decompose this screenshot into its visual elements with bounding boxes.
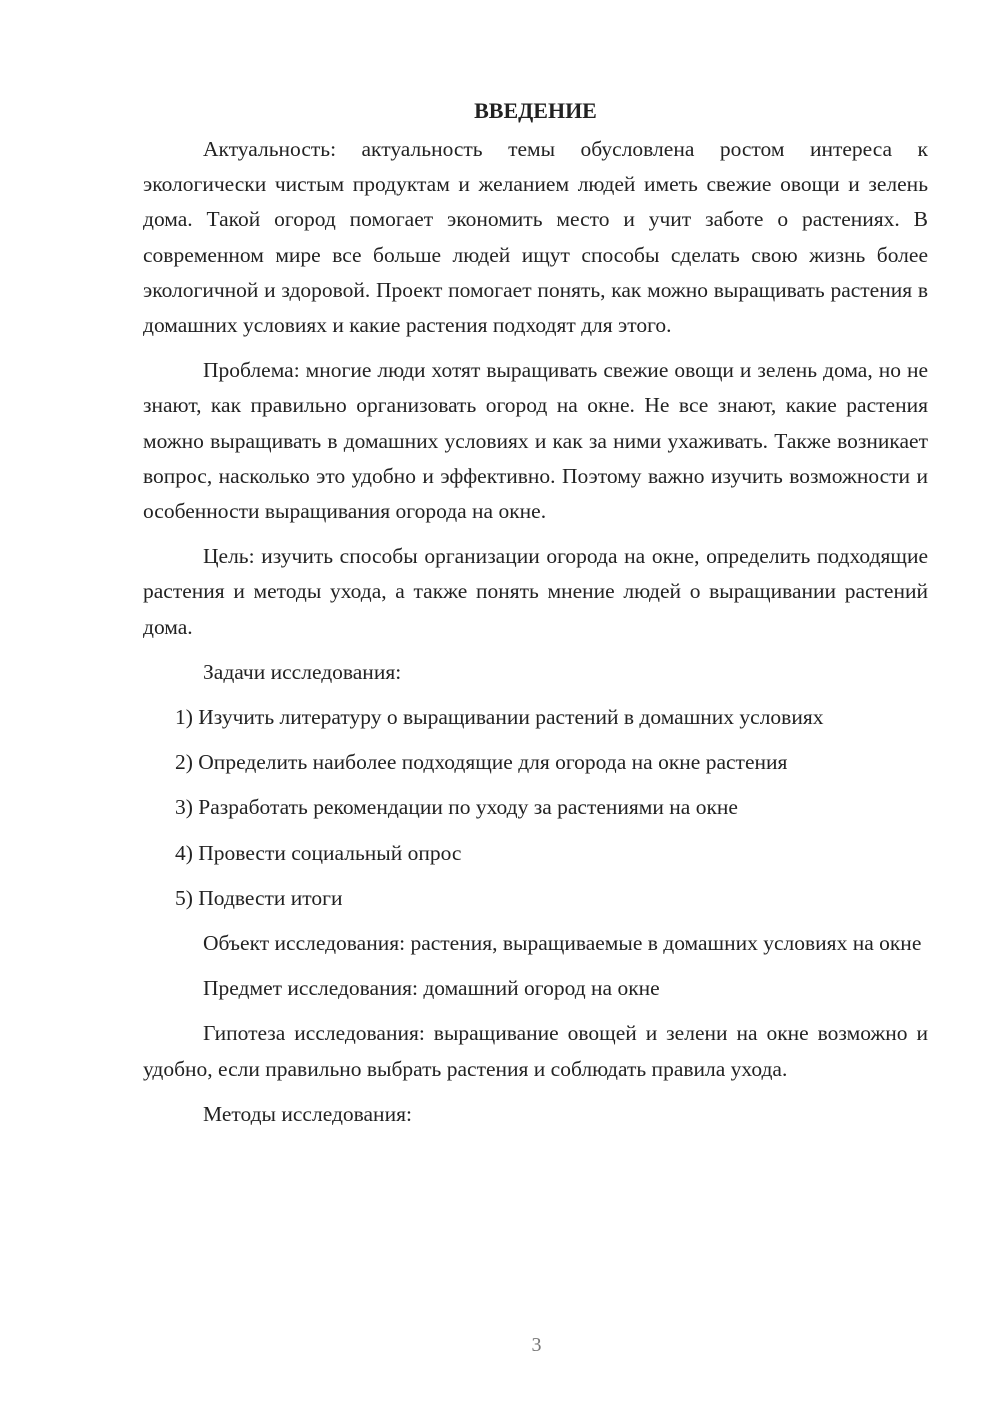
list-item: 5) Подвести итоги [175, 885, 343, 910]
list-item: 2) Определить наиболее подходящие для огорода на окне растения [175, 750, 788, 775]
methods-title: Методы исследования: [203, 1101, 412, 1126]
goal-paragraph: Цель: изучить способы организации огорода на окне, определить подходящие растения и методы ухода, а также понять мнение людей о выращивании растений дома. [143, 544, 928, 639]
relevance-paragraph: Актуальность: актуальность темы обусловлена ростом интереса к экологически чистым продуктам и желанием людей иметь свежие овощи и зелень дома. Такой огород помогает экономить место и учит заботе о растениях. В современном мире все больше людей ищут способы сделать свою жизнь более экологичной и здоровой. Проект помогает понять, как можно выращивать растения в домашних условиях и какие растения подходят для этого. [143, 137, 928, 338]
page-content [143, 93, 928, 1142]
tasks-title: Задачи исследования: [203, 659, 402, 684]
section-heading: ВВЕДЕНИЕ [474, 98, 597, 123]
page-number: 3 [531, 1334, 542, 1356]
list-item: 3) Разработать рекомендации по уходу за растениями на окне [175, 795, 738, 820]
list-item: 4) Провести социальный опрос [175, 840, 462, 865]
list-item: 1) Изучить литературу о выращивании растений в домашних условиях [175, 705, 824, 730]
problem-paragraph: Проблема: многие люди хотят выращивать свежие овощи и зелень дома, но не знают, как правильно организовать огород на окне. Не все знают, какие растения можно выращивать в домашних условиях и как за ними ухаживать. Также возникает вопрос, насколько это удобно и эффективно. Поэтому важно изучить возможности и особенности выращивания огорода на окне. [143, 358, 928, 524]
tasks-list [143, 700, 928, 916]
object-paragraph: Объект исследования: растения, выращиваемые в домашних условиях на окне [203, 931, 922, 956]
hypothesis-paragraph: Гипотеза исследования: выращивание овощей и зелени на окне возможно и удобно, если правильно выбрать растения и соблюдать правила ухода. [143, 1021, 928, 1081]
subject-paragraph: Предмет исследования: домашний огород на окне [203, 976, 660, 1001]
